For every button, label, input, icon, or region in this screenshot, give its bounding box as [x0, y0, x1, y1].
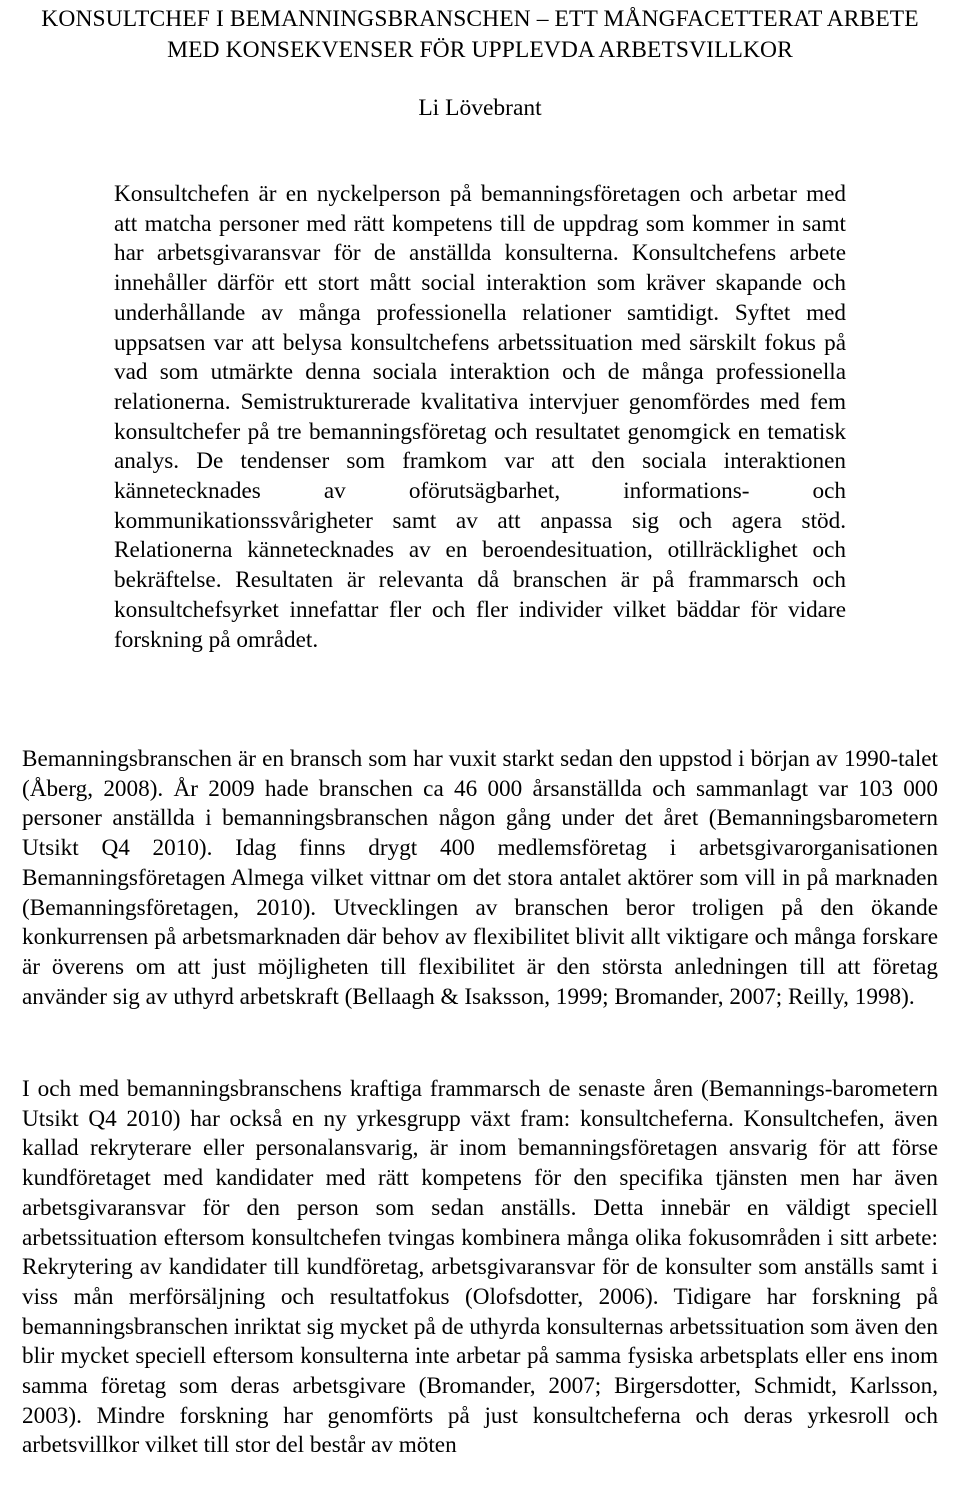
abstract: Konsultchefen är en nyckelperson på bemanningsföretagen och arbetar med att matcha personer med rätt kompetens till de uppdrag som kommer in samt har arbetsgivaransvar för de anställda konsulterna. Konsultchefens arbete innehåller därför ett stort mått social interaktion som kräver skapande och underhållande av många professionella relationer samtidigt. Syftet med uppsatsen var att belysa konsultchefens arbetssituation med särskilt fokus på vad som utmärkte denna sociala interaktion och de många professionella relationerna. Semistrukturerade kvalitativa intervjuer genomfördes med fem konsultchefer på tre bemanningsföretag och resultatet genomgick en tematisk analys. De tendenser som framkom var att den sociala interaktionen kännetecknades av oförutsägbarhet, informations- och kommunikationssvårigheter samt av att anpassa sig och agera stöd. Relationerna kännetecknades av en beroendesituation, otillräcklighet och bekräftelse. Resultaten är relevanta då branschen är på frammarsch och konsultchefsyrket innefattar fler och fler individer vilket bäddar för vidare forskning på området.: [114, 181, 846, 653]
paper-title: [0, 4, 960, 66]
author-name: Li Lövebrant: [418, 95, 542, 121]
body-paragraph-2: I och med bemanningsbranschens kraftiga frammarsch de senaste åren (Bemannings-barometern Utsikt Q4 2010) har också en ny yrkesgrupp växt fram: konsultcheferna. Konsultchefen, även kallad rekryterare eller personalansvarig, är inom bemanningsföretagen ansvarig för att förse kundföretaget med kandidater med rätt kompetens för den specifika tjänsten men har även arbetsgivaransvar för den person som sedan anställs. Detta innebär en väldigt speciell arbetssituation eftersom konsultchefen tvingas kombinera många olika fokusområden i sitt arbete: Rekrytering av kandidater till kundföretag, arbetsgivaransvar för de konsulter som anställs samt i viss mån merförsäljning och resultatfokus (Olofsdotter, 2006). Tidigare har forskning på bemanningsbranschen inriktat sig mycket på de uthyrda konsulternas arbetssituation som även den blir mycket speciell eftersom konsulterna inte arbetar på samma fysiska arbetsplats eller ens inom samma företag som deras arbetsgivare (Bromander, 2007; Birgersdotter, Schmidt, Karlsson, 2003). Mindre forskning har genomförts på just konsultcheferna och deras yrkesroll och arbetsvillkor vilket till stor del består av möten: [22, 1076, 938, 1459]
body-paragraph-1: Bemanningsbranschen är en bransch som har vuxit starkt sedan den uppstod i början av 1990-talet (Åberg, 2008). År 2009 hade branschen ca 46 000 årsanställda och sammanlagt var 103 000 personer anställda i bemanningsbranschen någon gång under det året (Bemanningsbarometern Utsikt Q4 2010). Idag finns drygt 400 medlemsföretag i arbetsgivarorganisationen Bemanningsföretagen Almega vilket vittnar om det stora antalet aktörer som vill in på marknaden (Bemanningsföretagen, 2010). Utvecklingen av branschen beror troligen på den ökande konkurrensen på arbetsmarknaden där behov av flexibilitet blivit allt viktigare och många forskare är överens om att just möjligheten till flexibilitet är den största anledningen till att företag använder sig av uthyrd arbetskraft (Bellaagh & Isaksson, 1999; Bromander, 2007; Reilly, 1998).: [22, 746, 938, 1010]
title-line-1: KONSULTCHEF I BEMANNINGSBRANSCHEN – ETT MÅNGFACETTERAT ARBETE: [41, 6, 919, 32]
title-line-2: MED KONSEKVENSER FÖR UPPLEVDA ARBETSVILLKOR: [167, 37, 793, 63]
